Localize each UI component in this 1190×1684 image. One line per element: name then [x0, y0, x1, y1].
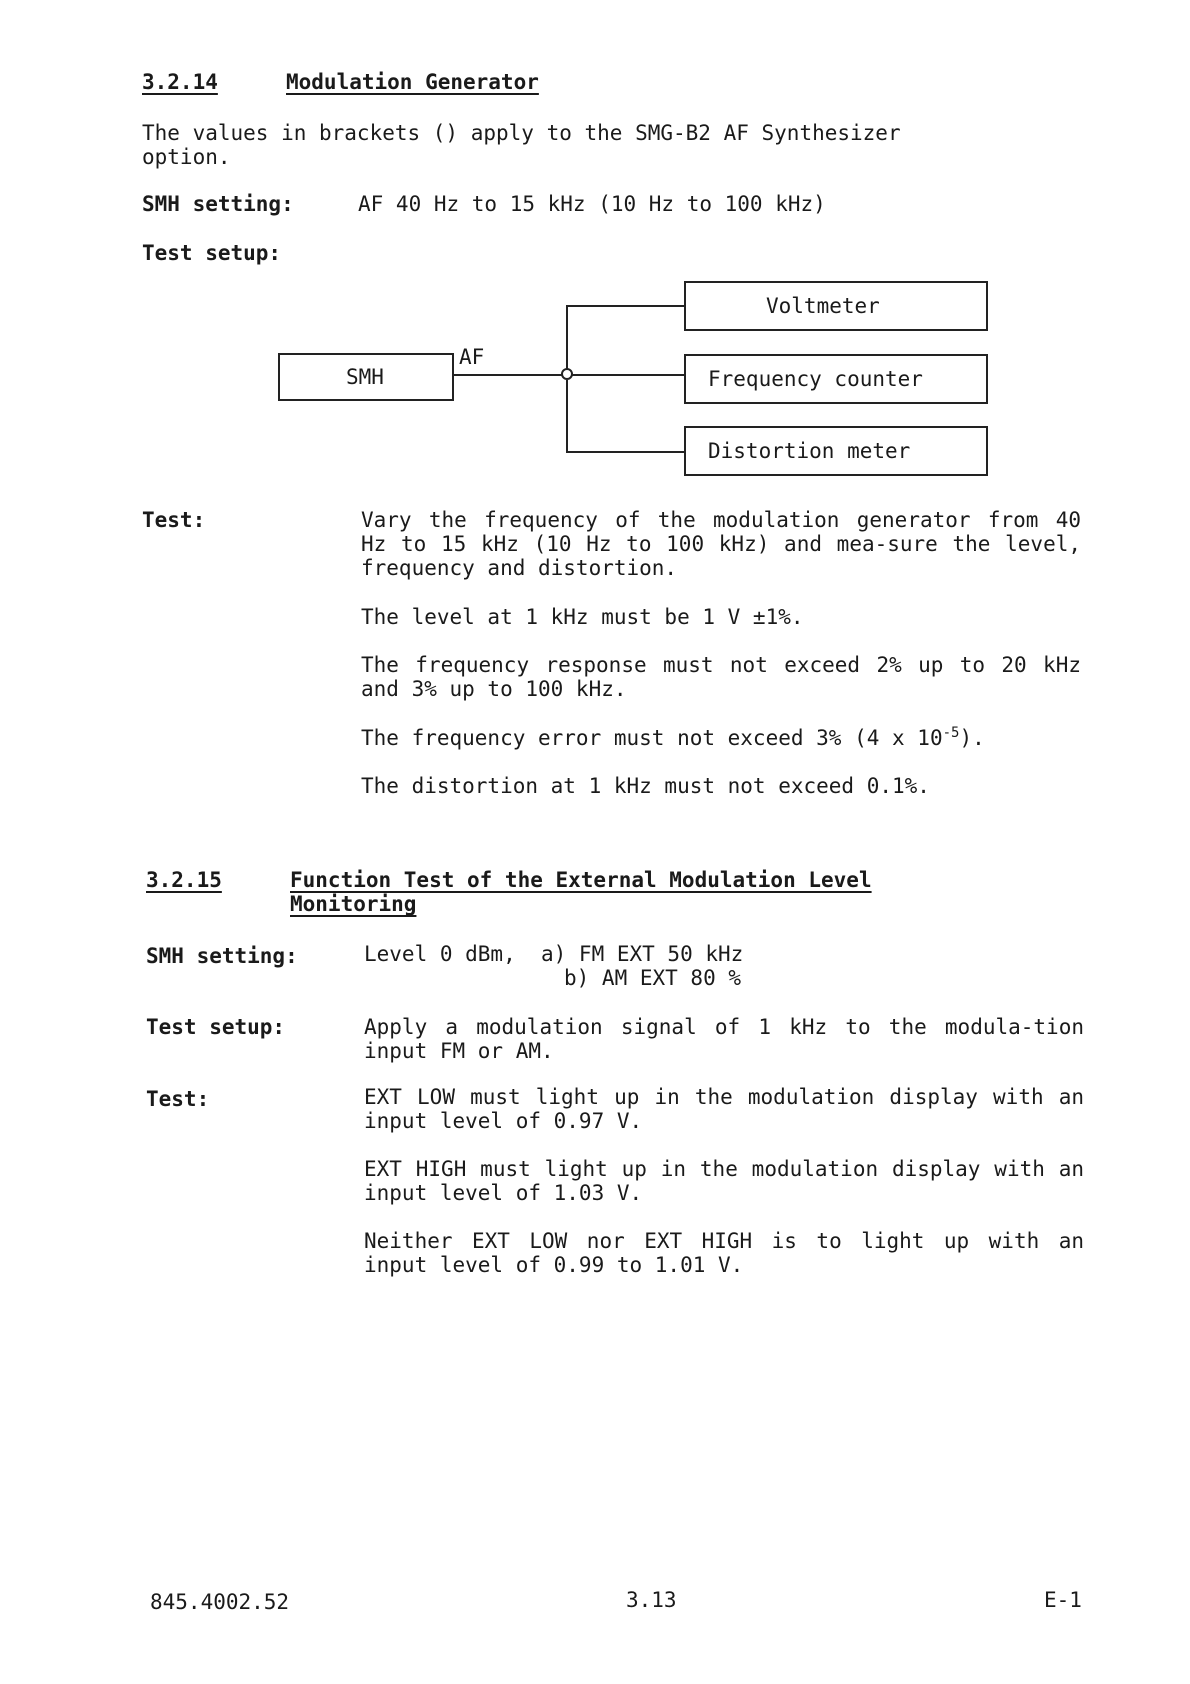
test-paragraph-1: Vary the frequency of the modulation generator from 40 Hz to 15 kHz (10 Hz to 100 kHz) and mea-sure the level, frequency and distortion.	[361, 508, 1081, 580]
section-title-line-2: Monitoring	[290, 892, 417, 916]
frequency-counter-box	[684, 354, 988, 404]
smh-setting-value-a: Level 0 dBm, a) FM EXT 50 kHz	[364, 942, 744, 966]
test-label-2: Test:	[146, 1087, 210, 1111]
test-setup-value-2: Apply a modulation signal of 1 kHz to the modula-tion input FM or AM.	[364, 1015, 1084, 1063]
test-2-paragraph-2: EXT HIGH must light up in the modulation display with an input level of 1.03 V.	[364, 1157, 1084, 1205]
smh-setting-value-b: b) AM EXT 80 %	[564, 966, 742, 990]
intro-line-2: option.	[142, 145, 231, 169]
signal-line-smh	[454, 374, 562, 376]
distortion-meter-box	[684, 426, 988, 476]
signal-line-distortion	[566, 451, 684, 453]
signal-line-voltmeter	[566, 305, 684, 307]
section-title-line-1: Function Test of the External Modulation Level	[290, 868, 872, 892]
section-title-modulation-generator: Modulation Generator	[286, 70, 539, 94]
test-label: Test:	[142, 508, 206, 532]
section-number-3-2-14: 3.2.14	[142, 70, 218, 94]
smh-setting-label-2: SMH setting:	[146, 944, 298, 968]
test-paragraph-4-end: ).	[959, 726, 985, 750]
footer-doc-number: 845.4002.52	[150, 1590, 290, 1614]
distortion-meter-label: Distortion meter	[708, 439, 911, 463]
test-setup-label-2: Test setup:	[146, 1015, 286, 1039]
footer-page-number: 3.13	[626, 1588, 677, 1612]
test-paragraph-5: The distortion at 1 kHz must not exceed 0.1%.	[361, 774, 930, 798]
test-paragraph-2: The level at 1 kHz must be 1 V ±1%.	[361, 605, 804, 629]
test-paragraph-4	[361, 726, 985, 750]
test-paragraph-3: The frequency response must not exceed 2% up to 20 kHz and 3% up to 100 kHz.	[361, 653, 1081, 701]
section-number-3-2-15: 3.2.15	[146, 868, 222, 892]
intro-line-1: The values in brackets () apply to the SMG-B2 AF Synthesizer	[142, 121, 901, 145]
smh-setting-label: SMH setting:	[142, 192, 294, 216]
test-2-paragraph-1: EXT LOW must light up in the modulation display with an input level of 0.97 V.	[364, 1085, 1084, 1133]
test-setup-label: Test setup:	[142, 241, 282, 265]
smh-box-label: SMH	[346, 365, 384, 389]
signal-line-counter	[572, 374, 684, 376]
voltmeter-box	[684, 281, 988, 331]
test-paragraph-4-exponent: -5	[942, 725, 960, 741]
test-2-paragraph-3: Neither EXT LOW nor EXT HIGH is to light up with an input level of 0.99 to 1.01 V.	[364, 1229, 1084, 1277]
bus-line-lower	[566, 380, 568, 452]
footer-edition: E-1	[1044, 1588, 1082, 1612]
voltmeter-label: Voltmeter	[766, 294, 880, 318]
smh-setting-value: AF 40 Hz to 15 kHz (10 Hz to 100 kHz)	[358, 192, 826, 216]
af-port-label: AF	[459, 345, 485, 369]
bus-line-upper	[566, 305, 568, 369]
test-paragraph-4-text: The frequency error must not exceed 3% (4 x 10	[361, 726, 943, 750]
frequency-counter-label: Frequency counter	[708, 367, 923, 391]
smh-box	[278, 353, 454, 401]
